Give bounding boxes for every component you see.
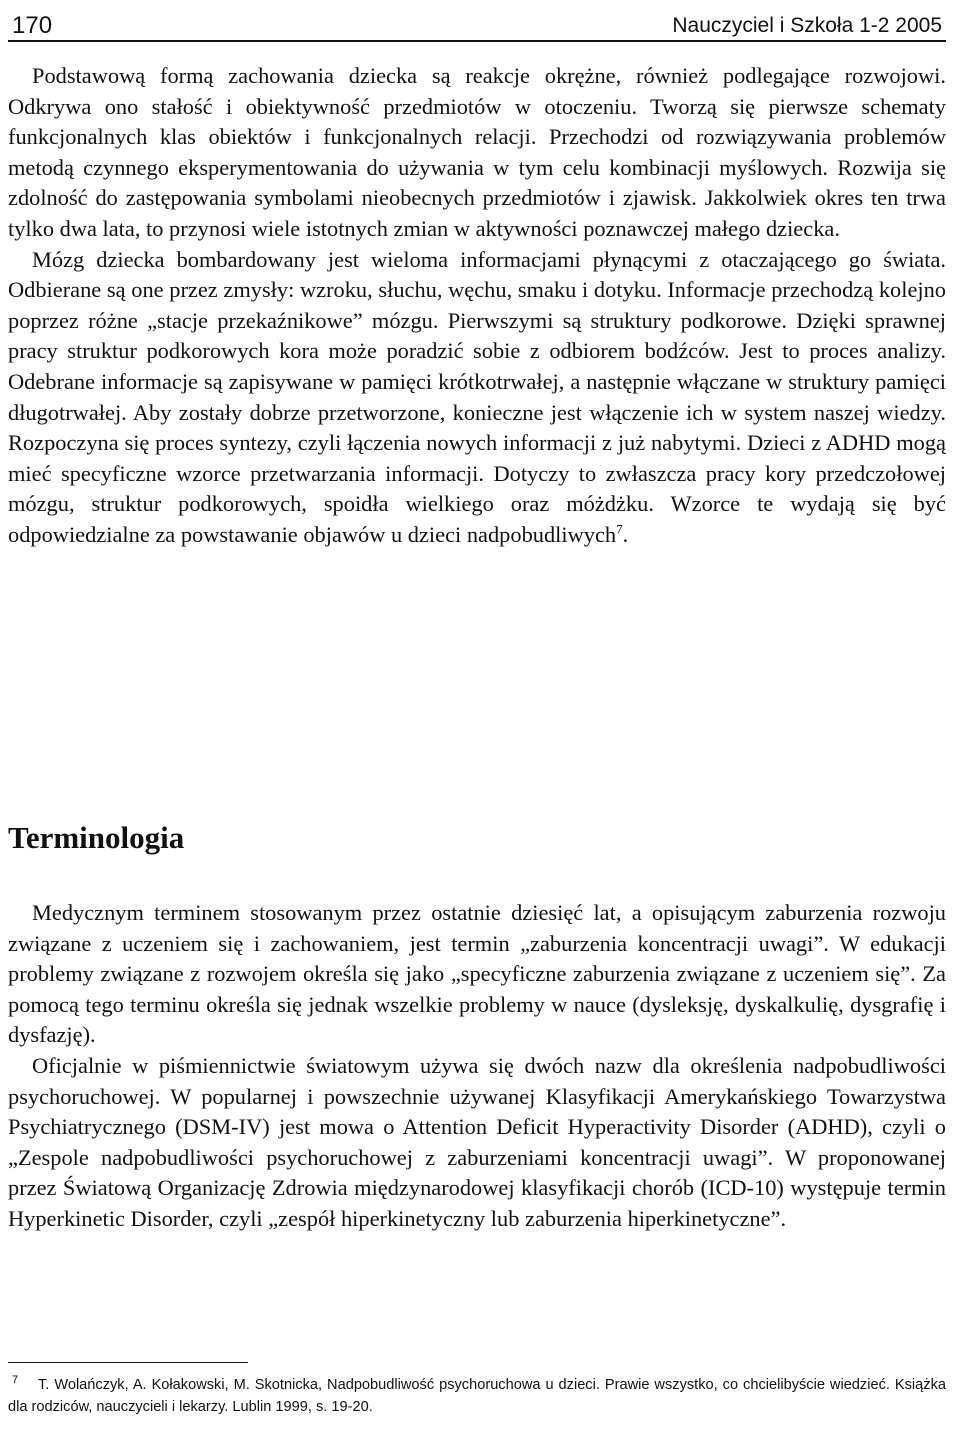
section-terminology [8,898,946,1235]
paragraph-3: Medycznym terminem stosowanym przez ostatnie dziesięć lat, a opisującym zaburzenia rozwoju związane z uczeniem się i zachowaniem, jest termin „zaburzenia koncentracji uwagi”. W edukacji problemy związane z rozwojem określa się jako „specyficzne zaburzenia związane z uczeniem się”. Za pomocą tego terminu określa się jednak wszelkie problemy w nauce (dysleksję, dyskalkulię, dysgrafię i dysfazję). [8,900,946,1048]
page-number: 170 [12,12,53,39]
paragraph-1: Podstawową formą zachowania dziecka są reakcje okrężne, również podlegające rozwojowi. Odkrywa ono stałość i obiektywność przedmiotów w otoczeniu. Tworzą się pierwsze schematy funkcjonalnych klas obiektów i funkcjonalnych relacji. Przechodzi od rozwiązywania problemów metodą czynnego eksperymentowania do używania w tym celu kombinacji myślowych. Rozwija się zdolność do zastępowania symbolami nieobecnych przedmiotów i zjawisk. Jakkolwiek okres ten trwa tylko dwa lata, to przynosi wiele istotnych zmian w aktywności poznawczej małego dziecka. [8,63,946,241]
footnote-divider [8,1362,248,1363]
section-intro [8,61,946,551]
section-heading: Terminologia [8,820,185,855]
paragraph-2 [8,245,946,551]
paragraph-2-end: . [622,521,629,547]
footnote: 7 T. Wolańczyk, A. Kołakowski, M. Skotnicka, Nadpobudliwość psychoruchowa u dzieci. Prawie wszystko, co chcielibyście wiedzieć. Książka dla rodziców, nauczycieli i lekarzy. Lublin 1999, s. 19-20. [8,1374,946,1415]
paragraph-2-text: Mózg dziecka bombardowany jest wieloma informacjami płynącymi z otaczającego go świata. Odbierane są one przez zmysły: wzroku, słuchu, węchu, smaku i dotyku. Informacje przechodzą kolejno poprzez różne „stacje przekaźnikowe” mózgu. Pierwszymi są struktury podkorowe. Dzięki sprawnej pracy struktur podkorowych kora może poradzić sobie z odbiorem bodźców. Jest to proces analizy. Odebrane informacje są zapisywane w pamięci krótkotrwałej, a następnie włączane w struktury pamięci długotrwałej. Aby zostały dobrze przetworzone, konieczne jest włączenie ich w system naszej wiedzy. Rozpoczyna się proces syntezy, czyli łączenia nowych informacji z już nabytymi. Dzieci z ADHD mogą mieć specyficzne wzorce przetwarzania informacji. Dotyczy to zwłaszcza pracy kory przedczołowej mózgu, struktur podkorowych, spoidła wielkiego oraz móżdżku. Wzorce te wydają się być odpowiedzialne za powstawanie objawów u dzieci nadpobudliwych [8,246,946,547]
journal-title: Nauczyciel i Szkoła 1-2 2005 [672,14,942,37]
footnote-reference: 7 [616,521,623,537]
footnote-text: T. Wolańczyk, A. Kołakowski, M. Skotnicka, Nadpobudliwość psychoruchowa u dzieci. Prawie wszystko, co chcielibyście wiedzieć. Książka dla rodziców, nauczycieli i lekarzy. Lublin 1999, s. 19-20. [8,1377,946,1415]
paragraph-4: Oficjalnie w piśmiennictwie światowym używa się dwóch nazw dla określenia nadpobudliwości psychoruchowej. W popularnej i powszechnie używanej Klasyfikacji Amerykańskiego Towarzystwa Psychiatrycznego (DSM-IV) jest mowa o Attention Deficit Hyperactivity Disorder (ADHD), czyli o „Zespole nadpobudliwości psychoruchowej z zaburzeniami koncentracji uwagi”. W proponowanej przez Światową Organizację Zdrowia międzynarodowej klasyfikacji chorób (ICD-10) występuje termin Hyperkinetic Disorder, czyli „zespół hiperkinetyczny lub zaburzenia hiperkinetyczne”. [8,1052,946,1231]
running-header [8,4,946,42]
